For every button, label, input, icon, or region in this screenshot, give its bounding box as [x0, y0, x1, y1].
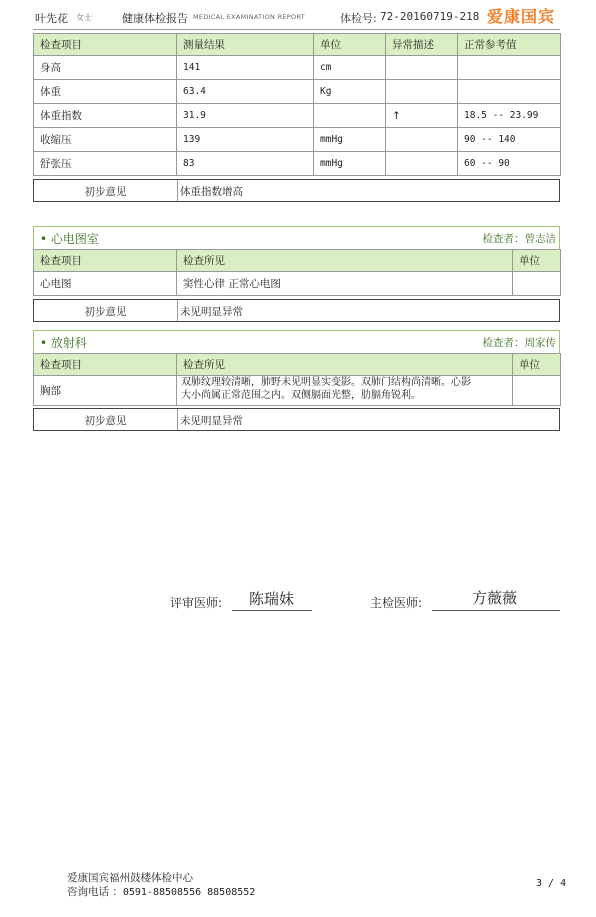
col-header-unit: 单位	[513, 354, 561, 376]
table-row	[34, 128, 561, 152]
row-item: 心电图	[34, 272, 177, 296]
row-result: 83	[177, 152, 314, 176]
footer-info	[67, 871, 255, 900]
table-row	[34, 80, 561, 104]
row-item: 收缩压	[34, 128, 177, 152]
row-result: 139	[177, 128, 314, 152]
row-item: 体重	[34, 80, 177, 104]
row-reference: 60 -- 90	[458, 152, 561, 176]
radiology-table	[33, 353, 561, 406]
summary-divider	[177, 300, 178, 321]
phone-numbers: 0591-88508556 88508552	[122, 887, 256, 898]
general-exam-table	[33, 33, 561, 176]
row-unit	[513, 272, 561, 296]
col-header-finding: 检查所见	[177, 250, 513, 272]
ecg-table	[33, 249, 561, 296]
header-divider	[33, 29, 560, 30]
row-reference: 18.5 -- 23.99	[458, 104, 561, 128]
summary-text: 未见明显异常	[180, 415, 243, 427]
chief-signature-line	[432, 610, 560, 611]
row-unit: mmHg	[314, 128, 386, 152]
row-finding	[177, 376, 513, 406]
col-header-abnormal: 异常描述	[386, 34, 458, 56]
row-reference: 90 -- 140	[458, 128, 561, 152]
summary-divider	[177, 409, 178, 430]
row-item: 身高	[34, 56, 177, 80]
col-header-finding: 检查所见	[177, 354, 513, 376]
table-row	[34, 272, 561, 296]
row-unit: cm	[314, 56, 386, 80]
table-header-row	[34, 34, 561, 56]
row-item: 体重指数	[34, 104, 177, 128]
col-header-item: 检查项目	[34, 250, 177, 272]
summary-text: 体重指数增高	[180, 186, 243, 198]
summary-label: 初步意见	[84, 415, 127, 427]
row-unit	[513, 376, 561, 406]
examiner: 检查者：曾志洁	[482, 233, 556, 245]
examiner: 检查者：周家传	[482, 337, 556, 349]
row-reference	[458, 80, 561, 104]
row-abnormal	[386, 56, 458, 80]
col-header-result: 测量结果	[177, 34, 314, 56]
row-finding: 窦性心律 正常心电图	[177, 272, 513, 296]
row-result: 31.9	[177, 104, 314, 128]
col-header-item: 检查项目	[34, 354, 177, 376]
row-result: 141	[177, 56, 314, 80]
reviewer-signature-line	[232, 610, 312, 611]
table-header-row	[34, 354, 561, 376]
row-item: 胸部	[34, 376, 177, 406]
table-row	[34, 56, 561, 80]
finding-line-2: 大小尚属正常范围之内。双侧膈面光整，肋膈角锐利。	[181, 390, 421, 401]
summary-label: 初步意见	[84, 186, 127, 198]
section-title: • 放射科	[40, 336, 87, 350]
row-abnormal: ↑	[386, 104, 458, 128]
row-unit: mmHg	[314, 152, 386, 176]
general-summary	[33, 179, 560, 202]
phone-line	[67, 885, 255, 900]
report-title: 健康体检报告	[122, 12, 188, 25]
patient-name: 叶先花	[35, 12, 68, 25]
row-unit: Kg	[314, 80, 386, 104]
summary-text: 未见明显异常	[180, 306, 243, 318]
radiology-summary	[33, 408, 560, 431]
table-row	[34, 376, 561, 406]
reviewer-label: 评审医师:	[170, 596, 223, 610]
row-abnormal	[386, 128, 458, 152]
summary-divider	[177, 180, 178, 201]
chief-label: 主检医师:	[370, 596, 423, 610]
patient-gender: 女士	[76, 13, 92, 22]
exam-number: 72-20160719-218	[380, 10, 480, 23]
col-header-item: 检查项目	[34, 34, 177, 56]
row-item: 舒张压	[34, 152, 177, 176]
report-title-en: MEDICAL EXAMINATION REPORT	[193, 13, 306, 21]
center-name: 爱康国宾福州鼓楼体检中心	[67, 872, 193, 884]
row-reference	[458, 56, 561, 80]
ecg-summary	[33, 299, 560, 322]
table-row	[34, 152, 561, 176]
exam-number-label: 体检号:	[340, 12, 377, 25]
ecg-section-header	[33, 226, 560, 249]
col-header-reference: 正常参考值	[458, 34, 561, 56]
finding-line-1: 双肺纹理较清晰，肺野未见明显实变影。双肺门结构尚清晰。心影	[181, 377, 471, 388]
row-result: 63.4	[177, 80, 314, 104]
row-abnormal	[386, 152, 458, 176]
phone-label: 咨询电话 ：	[67, 886, 123, 898]
row-unit	[314, 104, 386, 128]
section-title: • 心电图室	[40, 232, 99, 246]
row-abnormal	[386, 80, 458, 104]
radiology-section-header	[33, 330, 560, 353]
chief-signature: 方薇薇	[472, 589, 518, 607]
table-row	[34, 104, 561, 128]
reviewer-signature: 陈瑞妹	[249, 590, 295, 608]
table-header-row	[34, 250, 561, 272]
col-header-unit: 单位	[314, 34, 386, 56]
col-header-unit: 单位	[513, 250, 561, 272]
page-number: 3 / 4	[536, 878, 567, 889]
brand-logo: 爱康国宾	[487, 7, 556, 26]
summary-label: 初步意见	[84, 306, 127, 318]
